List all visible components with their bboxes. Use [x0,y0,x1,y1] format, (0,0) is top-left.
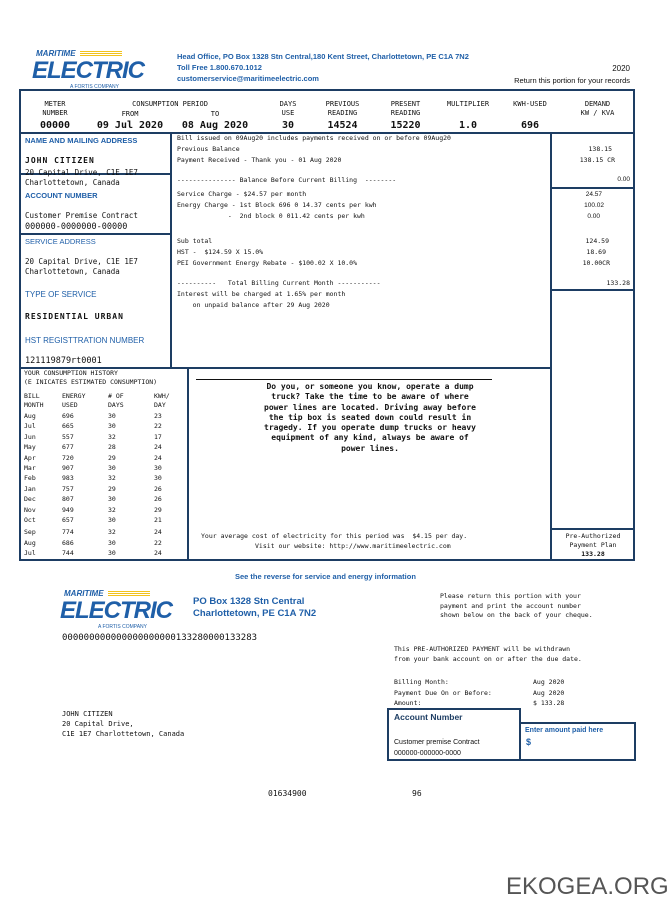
history-cell: 17 [154,432,162,441]
history-cell: Sep [24,528,36,537]
account-title: Account Number [394,712,463,722]
history-cell: 24 [154,443,162,452]
history-cell: 30 [108,464,116,472]
scan-line: 000000000000000000000133280000133283 [62,633,258,643]
history-cell: 24 [154,453,162,462]
history-cell: Apr [24,453,36,462]
logo-text: A FORTIS COMPANY [98,624,147,630]
history-cell: 807 [62,495,74,504]
history-cell: 774 [62,528,74,537]
history-cell: 32 [108,505,116,514]
divider [550,187,635,189]
history-cell: 30 [108,549,116,558]
dollar-sign: $ [526,737,532,747]
stub-code: 01634900 [268,789,307,798]
return-note: Return this portion for your records [514,76,630,85]
history-cell: 744 [62,549,74,558]
history-cell: Jun [24,432,36,441]
history-cell: 29 [108,453,116,462]
history-cell: 22 [154,422,162,431]
history-cell: 30 [108,412,116,420]
history-cell: Jul [24,549,36,558]
history-cell: 665 [62,422,74,431]
history-cell: 30 [108,422,116,431]
account-type: Customer premise Contract [394,739,480,746]
company-logo [32,49,144,92]
history-cell: 30 [154,464,162,472]
history-cell: 30 [108,495,116,504]
history-cell: May [24,443,36,452]
history-cell: 677 [62,443,74,452]
history-cell: 32 [108,432,116,441]
divider [550,528,635,530]
due-date: Aug 2020 [533,689,565,697]
history-cell: 30 [108,516,116,524]
account-number: 000000-000000-0000 [394,750,461,757]
email-link[interactable]: customerservice@maritimeelectric.com [177,74,319,83]
account-number-box [387,708,521,761]
amount-paid-label: Enter amount paid here [525,727,604,734]
divider [170,132,172,368]
history-cell: 24 [154,549,162,558]
history-cell: 26 [154,484,162,493]
history-cell: 32 [108,528,116,537]
history-cell: Oct [24,516,36,524]
reverse-note: See the reverse for service and energy information [235,572,416,581]
company-logo [60,589,172,632]
billing-month: Aug 2020 [533,678,565,686]
logo-text: ELECTRIC [32,57,144,84]
preauth-note: This PRE-AUTHORIZED PAYMENT will be withdrawn from your bank account on or after the due date. [394,645,582,663]
logo-text: MARITIME [36,49,76,58]
history-cell: Jul [24,422,36,431]
return-instructions: Please return this portion with your payment and print the account number shown below on the back of your cheque. [440,592,593,619]
history-cell: Mar [24,464,36,472]
history-cell: 907 [62,464,74,472]
logo-text: ELECTRIC [60,597,172,624]
history-cell: 21 [154,516,162,524]
stub-address: C1E 1E7 Charlottetown, Canada [62,730,185,738]
history-cell: 32 [108,474,116,483]
safety-message: Do you, or someone you know, operate a dump truck? Take the time to be aware of where power lines are located. Driving away before the tip box is seated down could result in tragedy. If you operate dump trucks or heavy equipment of any kind, always be aware of power lines. [264,382,476,453]
divider [187,367,189,561]
history-cell: 720 [62,453,74,462]
divider [550,289,635,291]
divider [196,379,492,380]
toll-free: Toll Free 1.800.670.1012 [177,63,262,72]
stub-code: 96 [412,789,422,798]
amount-label: Amount: [394,699,422,707]
history-cell: 29 [154,505,162,514]
due-label: Payment Due On or Before: [394,689,492,697]
amount-paid-field[interactable] [519,722,636,761]
average-cost: Your average cost of electricity for this period was $4.15 per day. [201,532,468,540]
history-cell: Aug [24,538,36,547]
history-cell: 22 [154,538,162,547]
history-cell: Feb [24,474,36,483]
year: 2020 [612,64,630,73]
history-cell: 557 [62,432,74,441]
history-cell: 949 [62,505,74,514]
payment-plan: Pre-Authorized Payment Plan 133.28 [565,532,621,558]
history-cell: 24 [154,528,162,537]
logo-text: A FORTIS COMPANY [70,84,119,90]
amount-due: $ 133.28 [533,699,565,707]
history-cell: Nov [24,505,36,514]
history-cell: 30 [108,538,116,547]
history-cell: 657 [62,516,74,524]
stub-address-1: PO Box 1328 Stn Central [193,596,305,607]
history-cell: 26 [154,495,162,504]
history-cell: 983 [62,474,74,483]
head-office-address: Head Office, PO Box 1328 Stn Central,180 Kent Street, Charlottetown, PE C1A 7N2 [177,52,469,61]
history-cell: 28 [108,443,116,452]
history-cell: Aug [24,412,36,420]
history-cell: 23 [154,412,162,420]
billing-month-label: Billing Month: [394,678,449,686]
logo-text: MARITIME [64,589,104,598]
history-cell: 29 [108,484,116,493]
history-cell: 686 [62,538,74,547]
stub-name: JOHN CITIZEN [62,710,113,718]
stub-address: 20 Capital Drive, [62,720,134,728]
history-cell: 757 [62,484,74,493]
divider [19,233,171,235]
history-cell: Jan [24,484,36,493]
history-cell: 30 [154,474,162,483]
website-link[interactable]: Visit our website: http://www.maritimeelectric.com [255,542,451,550]
watermark: EKOGEA.ORG [506,873,669,900]
stub-address-2: Charlottetown, PE C1A 7N2 [193,608,317,619]
history-cell: 696 [62,412,74,420]
history-cell: Dec [24,495,36,504]
